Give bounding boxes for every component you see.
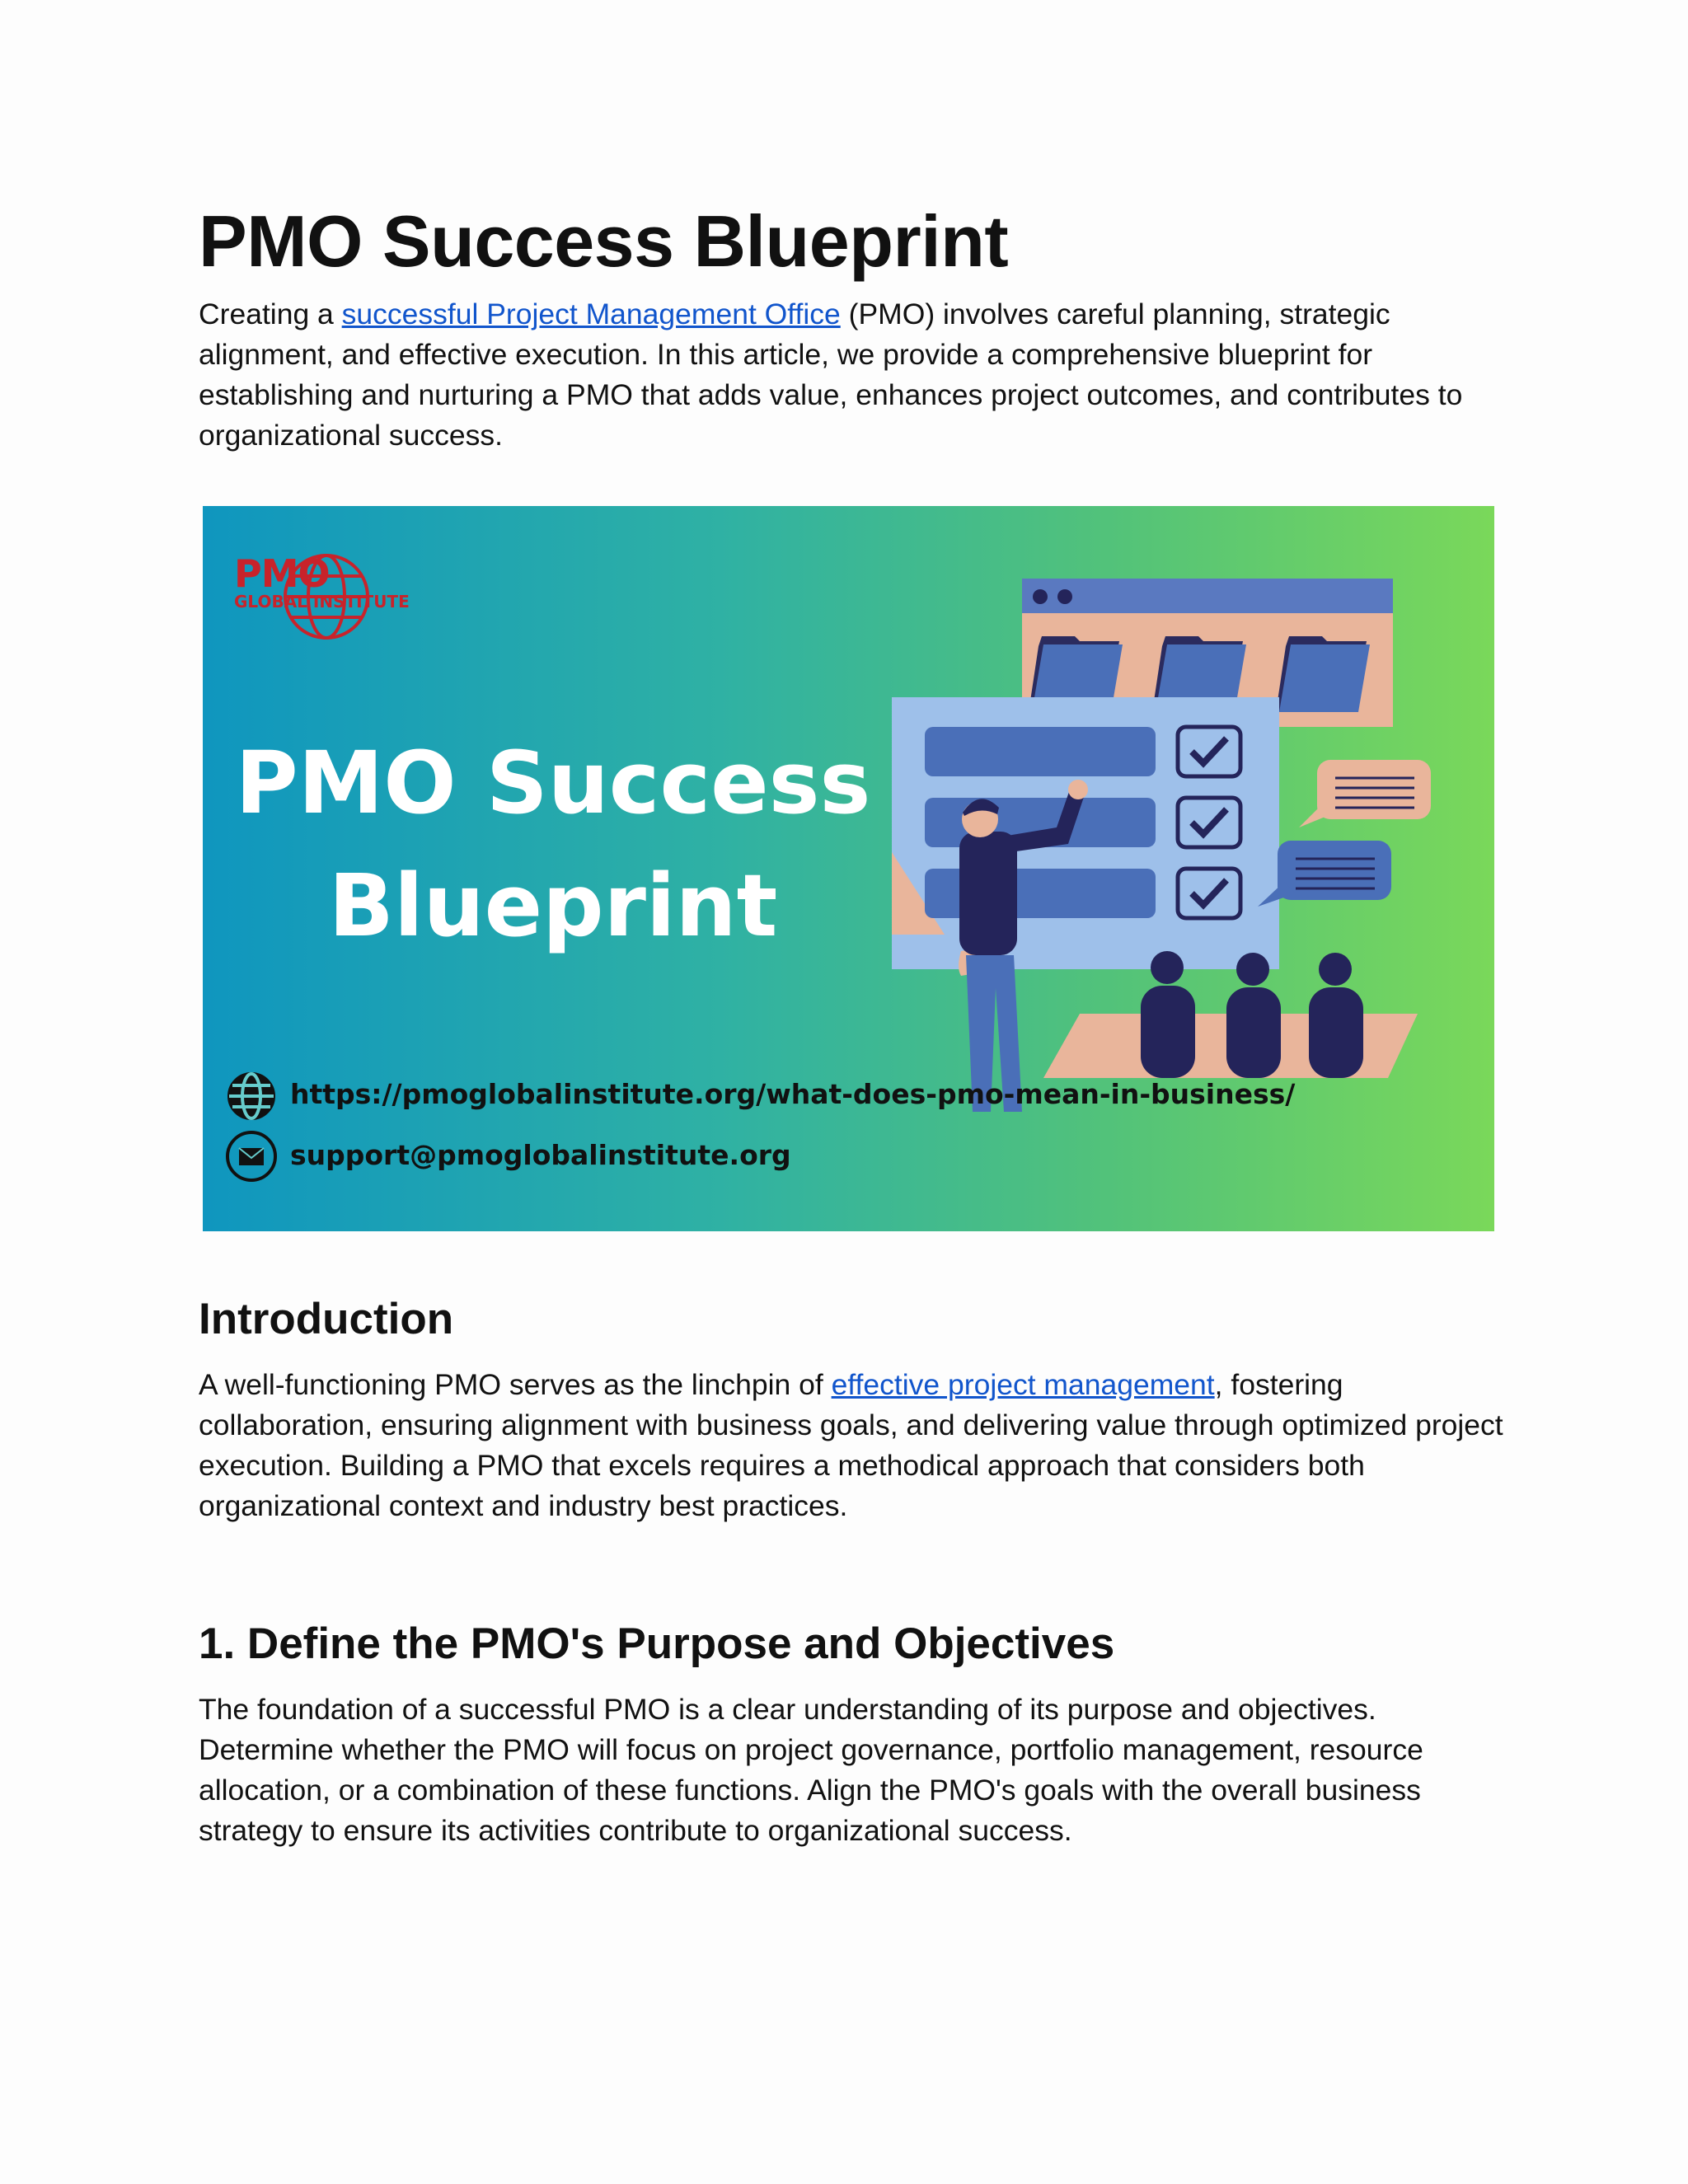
introduction-text-before: A well-functioning PMO serves as the linchpin of bbox=[199, 1368, 832, 1401]
banner-logo-institute: GLOBAL INSTITUTE bbox=[234, 592, 410, 612]
intro-paragraph bbox=[199, 294, 1517, 456]
section1-heading: 1. Define the PMO's Purpose and Objectives bbox=[199, 1619, 1115, 1668]
globe-icon bbox=[229, 1074, 274, 1118]
checklist-board-illustration bbox=[892, 697, 1279, 969]
introduction-text-after: , fostering collaboration, ensuring alignment with business goals, and delivering value through optimized project execution. Building a PMO that excels requires a methodical approach that considers both organizational context and industry best practices. bbox=[199, 1368, 1503, 1522]
banner-url: https://pmoglobalinstitute.org/what-does-pmo-mean-in-business/ bbox=[290, 1078, 1296, 1110]
banner-email: support@pmoglobalinstitute.org bbox=[290, 1139, 791, 1171]
banner-title-line2: Blueprint bbox=[328, 855, 778, 956]
pmo-link[interactable]: successful Project Management Office bbox=[341, 298, 841, 330]
project-management-link[interactable]: effective project management bbox=[831, 1368, 1215, 1401]
banner-image bbox=[203, 506, 1494, 1231]
audience-illustration bbox=[1043, 951, 1418, 1078]
section1-paragraph: The foundation of a successful PMO is a clear understanding of its purpose and objectives. Determine whether the PMO will focus on project governance, portfolio management, resource allocation, or a combination of these functions. Align the PMO's goals with the overall business strategy to ensure its activities contribute to organizational success. bbox=[199, 1693, 1423, 1847]
page-title: PMO Success Blueprint bbox=[199, 200, 1009, 282]
intro-text-after: (PMO) involves careful planning, strategic alignment, and effective execution. In this article, we provide a comprehensive blueprint for establishing and nurturing a PMO that adds value, enhances project outcomes, and contributes to organizational success. bbox=[199, 298, 1463, 452]
intro-text-before: Creating a bbox=[199, 298, 342, 330]
speech-bubble-icon bbox=[1258, 760, 1431, 907]
banner-logo-pmo: PMO bbox=[234, 551, 330, 596]
introduction-heading: Introduction bbox=[199, 1295, 454, 1343]
mail-icon bbox=[227, 1132, 275, 1180]
introduction-paragraph bbox=[199, 1365, 1517, 1526]
banner-title-line1: PMO Success bbox=[235, 733, 871, 833]
